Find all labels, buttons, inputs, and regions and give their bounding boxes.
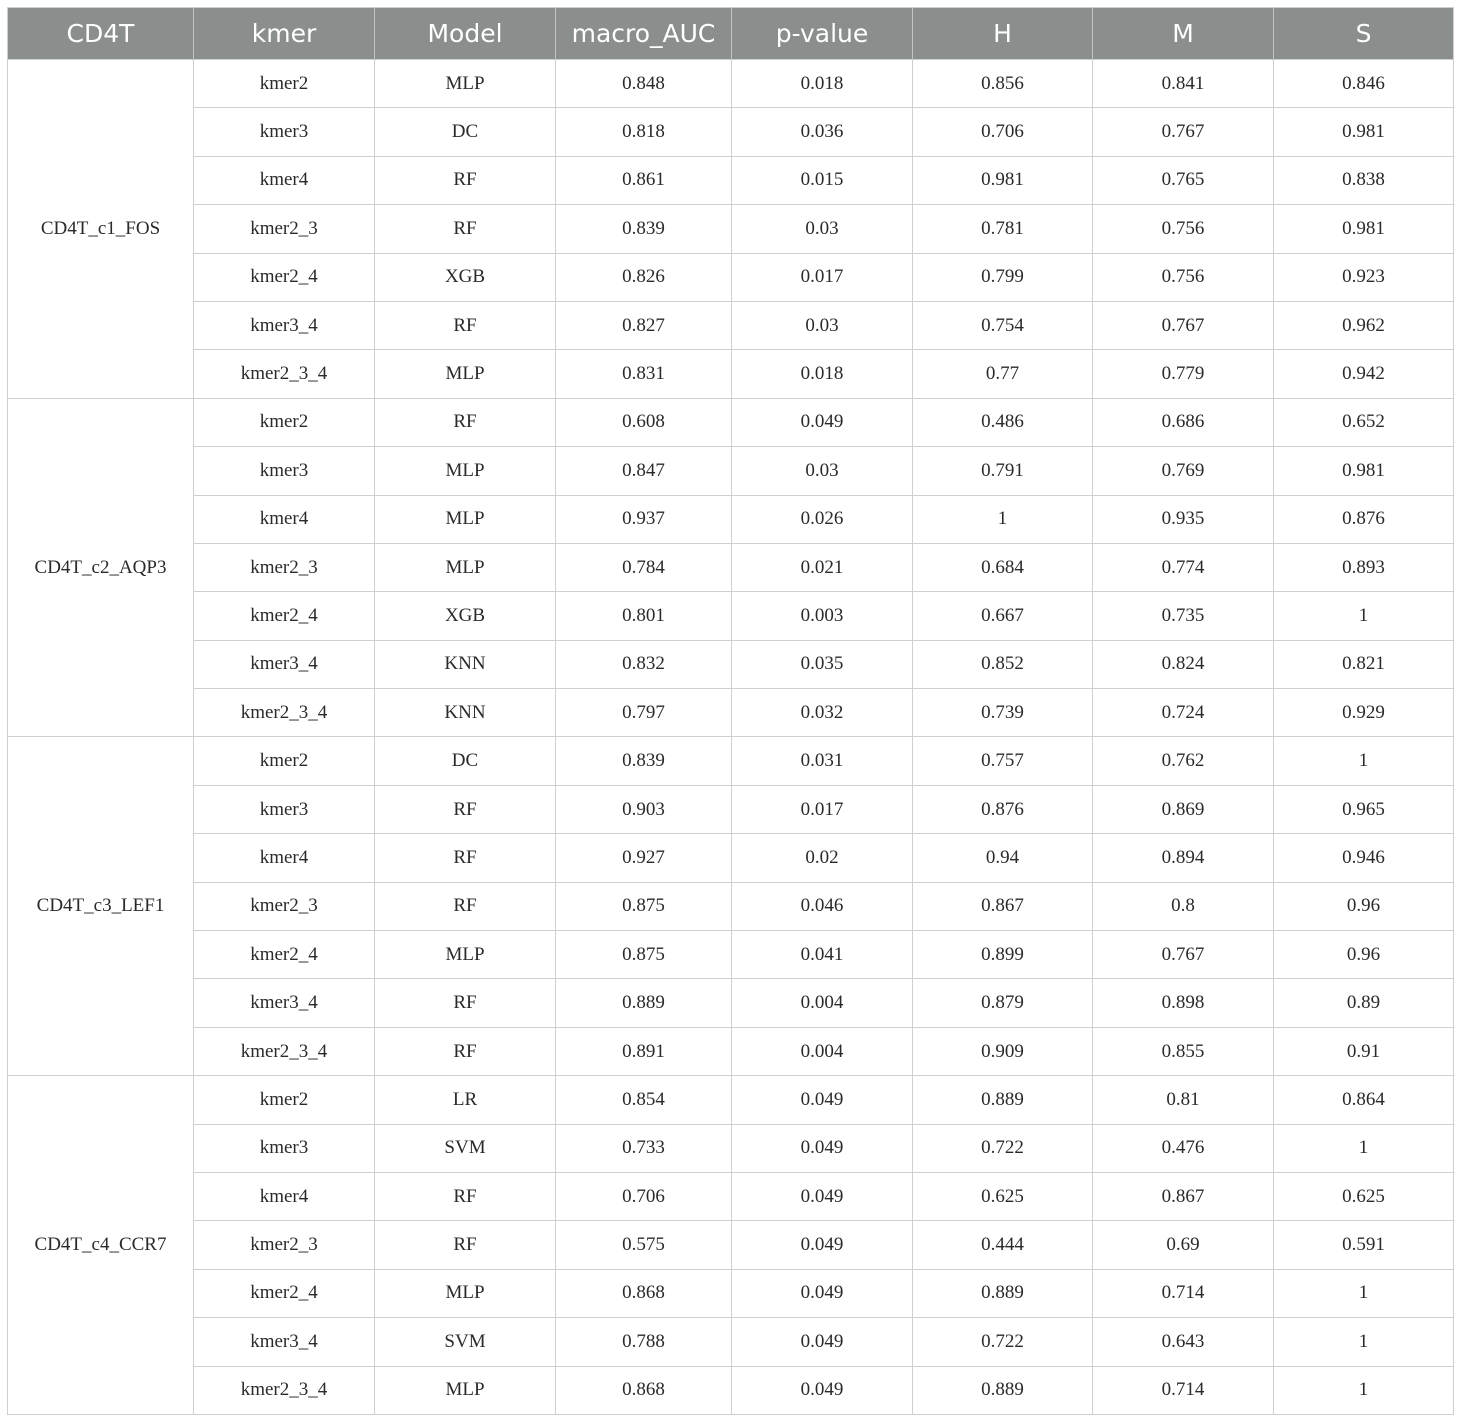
table-cell: 0.889 [913, 1269, 1093, 1317]
table-cell: 0.903 [556, 785, 732, 833]
table-cell: 0.003 [732, 592, 913, 640]
table-cell: 0.821 [1274, 640, 1454, 688]
table-cell: 0.864 [1274, 1076, 1454, 1124]
table-cell: SVM [375, 1124, 556, 1172]
table-cell: 0.77 [913, 350, 1093, 398]
table-cell: 0.017 [732, 785, 913, 833]
table-cell: 0.774 [1093, 543, 1274, 591]
table-cell: 1 [1274, 737, 1454, 785]
table-cell: MLP [375, 543, 556, 591]
table-row [8, 1027, 1454, 1075]
table-cell: 0.722 [913, 1124, 1093, 1172]
table-cell: 0.855 [1093, 1027, 1274, 1075]
table-cell: kmer3_4 [194, 640, 375, 688]
table-row [8, 108, 1454, 156]
table-cell: kmer2 [194, 398, 375, 446]
table-cell: 0.784 [556, 543, 732, 591]
table-cell: 0.049 [732, 1172, 913, 1220]
table-cell: 0.765 [1093, 156, 1274, 204]
table-cell: kmer4 [194, 834, 375, 882]
group-label-cell: CD4T_c3_LEF1 [8, 737, 194, 1076]
table-cell: 0.769 [1093, 447, 1274, 495]
table-cell: 0.799 [913, 253, 1093, 301]
table-cell: 0.767 [1093, 931, 1274, 979]
table-cell: kmer2_3_4 [194, 689, 375, 737]
table-cell: 0.046 [732, 882, 913, 930]
table-cell: 0.026 [732, 495, 913, 543]
table-row [8, 543, 1454, 591]
table-row [8, 979, 1454, 1027]
table-row [8, 1221, 1454, 1269]
table-cell: 0.946 [1274, 834, 1454, 882]
results-table [7, 7, 1454, 1415]
table-cell: 0.848 [556, 60, 732, 108]
table-cell: 0.867 [913, 882, 1093, 930]
table-cell: 0.981 [913, 156, 1093, 204]
table-cell: 1 [913, 495, 1093, 543]
table-cell: 0.891 [556, 1027, 732, 1075]
table-cell: 0.031 [732, 737, 913, 785]
table-cell: RF [375, 834, 556, 882]
table-cell: 0.756 [1093, 205, 1274, 253]
table-cell: 0.868 [556, 1269, 732, 1317]
table-cell: 0.049 [732, 1269, 913, 1317]
table-cell: XGB [375, 253, 556, 301]
table-cell: 0.69 [1093, 1221, 1274, 1269]
table-cell: 0.608 [556, 398, 732, 446]
table-cell: kmer3 [194, 785, 375, 833]
table-cell: 0.935 [1093, 495, 1274, 543]
table-cell: 0.889 [556, 979, 732, 1027]
table-cell: 0.937 [556, 495, 732, 543]
table-cell: 0.017 [732, 253, 913, 301]
table-cell: 0.981 [1274, 108, 1454, 156]
table-row [8, 1172, 1454, 1220]
table-cell: 0.889 [913, 1366, 1093, 1414]
table-cell: 0.965 [1274, 785, 1454, 833]
table-cell: RF [375, 785, 556, 833]
table-cell: 1 [1274, 1366, 1454, 1414]
table-cell: 0.049 [732, 1318, 913, 1366]
table-cell: 0.03 [732, 205, 913, 253]
table-cell: 0.714 [1093, 1366, 1274, 1414]
group-label-cell: CD4T_c4_CCR7 [8, 1076, 194, 1415]
table-cell: 0.049 [732, 1221, 913, 1269]
table-cell: 0.049 [732, 398, 913, 446]
table-cell: 0.981 [1274, 205, 1454, 253]
table-cell: 0.486 [913, 398, 1093, 446]
table-cell: 1 [1274, 1269, 1454, 1317]
table-cell: MLP [375, 60, 556, 108]
table-row [8, 205, 1454, 253]
table-cell: 0.625 [1274, 1172, 1454, 1220]
table-cell: 0.733 [556, 1124, 732, 1172]
table-cell: 0.893 [1274, 543, 1454, 591]
table-cell: kmer2_4 [194, 1269, 375, 1317]
table-cell: 0.94 [913, 834, 1093, 882]
table-cell: 0.476 [1093, 1124, 1274, 1172]
table-cell: kmer2_3_4 [194, 350, 375, 398]
table-cell: 0.89 [1274, 979, 1454, 1027]
table-cell: 0.962 [1274, 301, 1454, 349]
table-cell: kmer2 [194, 60, 375, 108]
table-cell: 0.981 [1274, 447, 1454, 495]
table-cell: 0.942 [1274, 350, 1454, 398]
table-cell: SVM [375, 1318, 556, 1366]
table-cell: 0.049 [732, 1366, 913, 1414]
table-cell: 0.8 [1093, 882, 1274, 930]
table-cell: RF [375, 979, 556, 1027]
table-cell: 0.801 [556, 592, 732, 640]
table-cell: kmer2 [194, 1076, 375, 1124]
table-cell: kmer3_4 [194, 301, 375, 349]
table-cell: 0.791 [913, 447, 1093, 495]
table-cell: 0.706 [913, 108, 1093, 156]
table-cell: 0.767 [1093, 301, 1274, 349]
table-cell: 0.869 [1093, 785, 1274, 833]
table-row [8, 447, 1454, 495]
table-row [8, 1076, 1454, 1124]
table-cell: KNN [375, 689, 556, 737]
table-row [8, 301, 1454, 349]
table-cell: 0.781 [913, 205, 1093, 253]
table-cell: MLP [375, 447, 556, 495]
table-cell: 0.839 [556, 737, 732, 785]
table-row [8, 1124, 1454, 1172]
table-cell: 0.831 [556, 350, 732, 398]
group-label-cell: CD4T_c1_FOS [8, 60, 194, 399]
table-cell: 0.779 [1093, 350, 1274, 398]
table-cell: 0.03 [732, 301, 913, 349]
table-cell: 0.867 [1093, 1172, 1274, 1220]
table-cell: kmer4 [194, 495, 375, 543]
table-cell: 0.724 [1093, 689, 1274, 737]
table-cell: 0.004 [732, 1027, 913, 1075]
table-cell: 0.838 [1274, 156, 1454, 204]
table-cell: 0.625 [913, 1172, 1093, 1220]
table-cell: 0.824 [1093, 640, 1274, 688]
table-row [8, 640, 1454, 688]
table-row [8, 689, 1454, 737]
table-cell: 0.876 [1274, 495, 1454, 543]
table-cell: 0.846 [1274, 60, 1454, 108]
table-cell: 0.018 [732, 350, 913, 398]
table-cell: 0.036 [732, 108, 913, 156]
table-cell: RF [375, 301, 556, 349]
table-cell: 0.898 [1093, 979, 1274, 1027]
column-header: p-value [732, 8, 913, 60]
table-cell: kmer2_3 [194, 543, 375, 591]
table-cell: kmer3 [194, 108, 375, 156]
table-cell: 1 [1274, 592, 1454, 640]
table-cell: XGB [375, 592, 556, 640]
table-cell: kmer3 [194, 1124, 375, 1172]
table-cell: 0.735 [1093, 592, 1274, 640]
table-cell: 0.767 [1093, 108, 1274, 156]
table-cell: 0.788 [556, 1318, 732, 1366]
table-cell: 0.686 [1093, 398, 1274, 446]
table-row [8, 882, 1454, 930]
table-cell: 0.722 [913, 1318, 1093, 1366]
table-cell: 0.827 [556, 301, 732, 349]
table-row [8, 1269, 1454, 1317]
table-cell: 0.018 [732, 60, 913, 108]
table-cell: MLP [375, 495, 556, 543]
table-cell: 0.832 [556, 640, 732, 688]
table-cell: 0.929 [1274, 689, 1454, 737]
table-row [8, 398, 1454, 446]
table-cell: kmer2_4 [194, 592, 375, 640]
table-row [8, 60, 1454, 108]
table-cell: RF [375, 1172, 556, 1220]
table-cell: 0.684 [913, 543, 1093, 591]
table-cell: 0.706 [556, 1172, 732, 1220]
column-header: Model [375, 8, 556, 60]
table-cell: 0.757 [913, 737, 1093, 785]
table-cell: RF [375, 1221, 556, 1269]
table-cell: kmer2_4 [194, 253, 375, 301]
table-cell: 0.035 [732, 640, 913, 688]
table-row [8, 834, 1454, 882]
column-header: H [913, 8, 1093, 60]
column-header: macro_AUC [556, 8, 732, 60]
table-cell: 0.852 [913, 640, 1093, 688]
results-table-container [7, 7, 1453, 1415]
table-cell: 0.879 [913, 979, 1093, 1027]
table-cell: kmer2_3 [194, 205, 375, 253]
column-header: M [1093, 8, 1274, 60]
table-cell: 0.875 [556, 931, 732, 979]
table-cell: 0.91 [1274, 1027, 1454, 1075]
table-cell: 0.839 [556, 205, 732, 253]
table-cell: 1 [1274, 1318, 1454, 1366]
table-cell: RF [375, 205, 556, 253]
table-cell: 0.02 [732, 834, 913, 882]
table-cell: MLP [375, 350, 556, 398]
table-cell: 0.041 [732, 931, 913, 979]
table-row [8, 592, 1454, 640]
group-label-cell: CD4T_c2_AQP3 [8, 398, 194, 737]
table-cell: DC [375, 108, 556, 156]
table-cell: MLP [375, 1366, 556, 1414]
table-row [8, 1366, 1454, 1414]
table-cell: kmer2_3_4 [194, 1366, 375, 1414]
table-cell: kmer2 [194, 737, 375, 785]
table-row [8, 785, 1454, 833]
table-cell: RF [375, 398, 556, 446]
table-cell: 0.894 [1093, 834, 1274, 882]
table-cell: 0.818 [556, 108, 732, 156]
table-header-row [8, 8, 1454, 60]
table-body [8, 60, 1454, 1415]
table-cell: 0.847 [556, 447, 732, 495]
table-cell: RF [375, 156, 556, 204]
table-cell: 0.923 [1274, 253, 1454, 301]
table-cell: 0.96 [1274, 931, 1454, 979]
column-header: S [1274, 8, 1454, 60]
table-cell: 0.643 [1093, 1318, 1274, 1366]
table-cell: 0.756 [1093, 253, 1274, 301]
table-cell: 0.854 [556, 1076, 732, 1124]
table-cell: kmer3 [194, 447, 375, 495]
table-cell: 0.591 [1274, 1221, 1454, 1269]
table-cell: 0.927 [556, 834, 732, 882]
table-cell: 0.032 [732, 689, 913, 737]
table-cell: 0.899 [913, 931, 1093, 979]
table-cell: kmer2_3 [194, 882, 375, 930]
table-cell: 0.015 [732, 156, 913, 204]
table-cell: 0.909 [913, 1027, 1093, 1075]
table-cell: 0.049 [732, 1076, 913, 1124]
table-cell: 0.754 [913, 301, 1093, 349]
table-cell: 0.826 [556, 253, 732, 301]
table-cell: 0.868 [556, 1366, 732, 1414]
table-cell: 0.652 [1274, 398, 1454, 446]
table-cell: kmer3_4 [194, 1318, 375, 1366]
table-cell: kmer2_3_4 [194, 1027, 375, 1075]
table-cell: 0.96 [1274, 882, 1454, 930]
table-cell: 0.875 [556, 882, 732, 930]
table-cell: kmer4 [194, 1172, 375, 1220]
table-cell: 0.856 [913, 60, 1093, 108]
table-cell: kmer3_4 [194, 979, 375, 1027]
table-cell: 0.81 [1093, 1076, 1274, 1124]
table-cell: kmer2_3 [194, 1221, 375, 1269]
table-cell: 0.714 [1093, 1269, 1274, 1317]
table-cell: 0.444 [913, 1221, 1093, 1269]
table-cell: 0.004 [732, 979, 913, 1027]
table-cell: 0.861 [556, 156, 732, 204]
table-cell: 0.797 [556, 689, 732, 737]
column-header: kmer [194, 8, 375, 60]
table-cell: MLP [375, 931, 556, 979]
table-cell: 0.049 [732, 1124, 913, 1172]
column-header: CD4T [8, 8, 194, 60]
table-row [8, 156, 1454, 204]
table-row [8, 931, 1454, 979]
table-cell: 0.667 [913, 592, 1093, 640]
table-cell: KNN [375, 640, 556, 688]
table-cell: 1 [1274, 1124, 1454, 1172]
table-cell: MLP [375, 1269, 556, 1317]
table-cell: RF [375, 1027, 556, 1075]
table-cell: LR [375, 1076, 556, 1124]
table-cell: kmer2_4 [194, 931, 375, 979]
table-cell: 0.876 [913, 785, 1093, 833]
table-cell: 0.889 [913, 1076, 1093, 1124]
table-row [8, 737, 1454, 785]
table-row [8, 495, 1454, 543]
table-row [8, 253, 1454, 301]
table-row [8, 350, 1454, 398]
table-cell: 0.021 [732, 543, 913, 591]
table-cell: 0.575 [556, 1221, 732, 1269]
table-cell: RF [375, 882, 556, 930]
table-cell: 0.841 [1093, 60, 1274, 108]
table-cell: DC [375, 737, 556, 785]
table-row [8, 1318, 1454, 1366]
table-cell: 0.739 [913, 689, 1093, 737]
table-cell: kmer4 [194, 156, 375, 204]
table-cell: 0.762 [1093, 737, 1274, 785]
table-cell: 0.03 [732, 447, 913, 495]
